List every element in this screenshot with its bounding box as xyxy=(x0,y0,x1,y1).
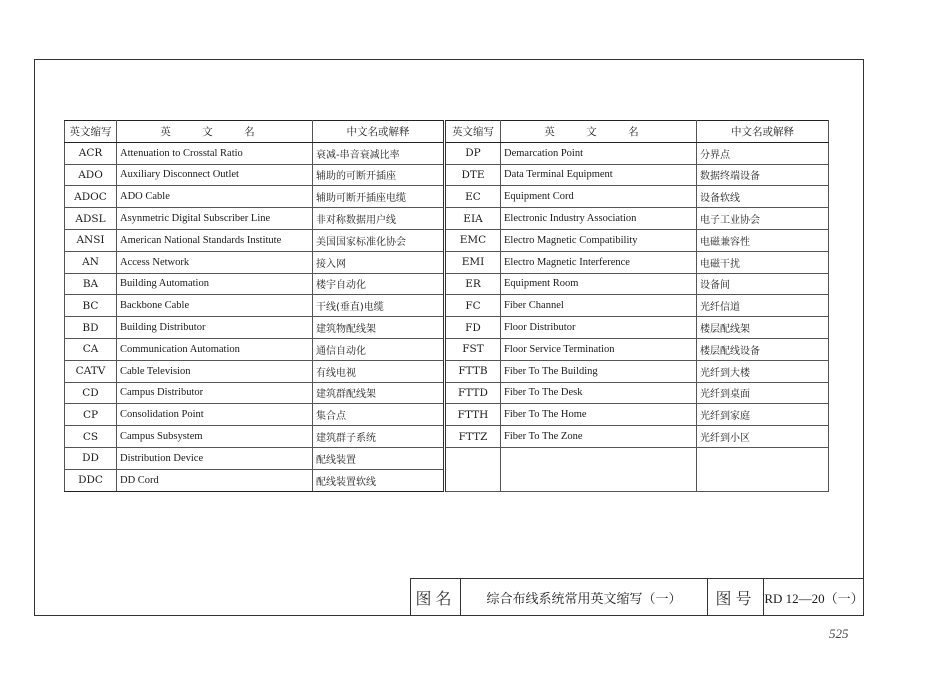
table-row xyxy=(65,208,829,230)
english-name-cell: American National Standards Institute xyxy=(117,229,313,251)
table-row xyxy=(65,382,829,404)
abbr-cell: DDC xyxy=(65,469,117,491)
abbr-cell: FC xyxy=(445,295,501,317)
drawing-name-label: 图名 xyxy=(411,579,461,616)
english-name-cell: Equipment Cord xyxy=(501,186,697,208)
chinese-name-cell: 非对称数据用户线 xyxy=(313,208,445,230)
drawing-number-label: 图号 xyxy=(708,579,764,616)
abbr-cell: CA xyxy=(65,338,117,360)
chinese-name-cell: 光纤到桌面 xyxy=(697,382,829,404)
table-row xyxy=(65,295,829,317)
english-name-cell: Fiber To The Building xyxy=(501,360,697,382)
chinese-name-cell: 楼层配线架 xyxy=(697,317,829,339)
chinese-name-cell: 接入网 xyxy=(313,251,445,273)
table-row xyxy=(65,338,829,360)
abbr-cell: CATV xyxy=(65,360,117,382)
chinese-name-cell: 分界点 xyxy=(697,142,829,164)
abbr-cell: ADOC xyxy=(65,186,117,208)
abbr-cell: BC xyxy=(65,295,117,317)
abbr-cell: DTE xyxy=(445,164,501,186)
english-name-cell: DD Cord xyxy=(117,469,313,491)
abbr-cell: CD xyxy=(65,382,117,404)
abbr-cell: AN xyxy=(65,251,117,273)
chinese-name-cell: 通信自动化 xyxy=(313,338,445,360)
abbr-cell: ER xyxy=(445,273,501,295)
abbr-cell: BD xyxy=(65,317,117,339)
chinese-name-cell: 辅助可断开插座电缆 xyxy=(313,186,445,208)
chinese-name-cell: 电磁兼容性 xyxy=(697,229,829,251)
abbr-cell: FST xyxy=(445,338,501,360)
table-row xyxy=(65,142,829,164)
english-name-cell: Fiber To The Zone xyxy=(501,426,697,448)
chinese-name-cell: 建筑群子系统 xyxy=(313,426,445,448)
header-chinese-left: 中文名或解释 xyxy=(313,121,445,143)
english-name-cell: ADO Cable xyxy=(117,186,313,208)
english-name-cell: Consolidation Point xyxy=(117,404,313,426)
chinese-name-cell: 光纤信道 xyxy=(697,295,829,317)
chinese-name-cell: 光纤到大楼 xyxy=(697,360,829,382)
english-name-cell: Floor Service Termination xyxy=(501,338,697,360)
abbr-cell: ADO xyxy=(65,164,117,186)
chinese-name-cell: 光纤到家庭 xyxy=(697,404,829,426)
abbr-cell: FTTD xyxy=(445,382,501,404)
chinese-name-cell: 电磁干扰 xyxy=(697,251,829,273)
english-name-cell: Fiber Channel xyxy=(501,295,697,317)
english-name-cell: Building Distributor xyxy=(117,317,313,339)
english-name-cell: Communication Automation xyxy=(117,338,313,360)
english-name-cell: Building Automation xyxy=(117,273,313,295)
header-english-left: 英 文 名 xyxy=(117,121,313,143)
table-row xyxy=(65,447,829,469)
english-name-cell: Distribution Device xyxy=(117,447,313,469)
english-name-cell: Electronic Industry Association xyxy=(501,208,697,230)
table-row xyxy=(65,317,829,339)
chinese-name-cell: 集合点 xyxy=(313,404,445,426)
chinese-name-cell: 美国国家标准化协会 xyxy=(313,229,445,251)
abbr-cell: FTTB xyxy=(445,360,501,382)
english-name-cell: Campus Distributor xyxy=(117,382,313,404)
table-row xyxy=(65,186,829,208)
table-row xyxy=(65,360,829,382)
english-name-cell: Attenuation to Crosstal Ratio xyxy=(117,142,313,164)
chinese-name-cell: 电子工业协会 xyxy=(697,208,829,230)
header-english-right: 英 文 名 xyxy=(501,121,697,143)
abbr-cell: CS xyxy=(65,426,117,448)
chinese-name-cell: 楼宇自动化 xyxy=(313,273,445,295)
chinese-name-cell: 衰减-串音衰减比率 xyxy=(313,142,445,164)
english-name-cell: Data Terminal Equipment xyxy=(501,164,697,186)
drawing-name: 综合布线系统常用英文缩写（一） xyxy=(461,579,708,616)
abbreviation-table xyxy=(64,120,829,492)
abbr-cell: EC xyxy=(445,186,501,208)
chinese-name-cell: 光纤到小区 xyxy=(697,426,829,448)
abbr-cell: FTTZ xyxy=(445,426,501,448)
abbr-cell: ACR xyxy=(65,142,117,164)
table-row xyxy=(65,404,829,426)
table-row xyxy=(65,251,829,273)
table-row xyxy=(65,164,829,186)
chinese-name-cell: 有线电视 xyxy=(313,360,445,382)
table-row xyxy=(65,273,829,295)
english-name-cell: Asynmetric Digital Subscriber Line xyxy=(117,208,313,230)
abbr-cell: BA xyxy=(65,273,117,295)
table-row xyxy=(65,426,829,448)
chinese-name-cell: 数据终端设备 xyxy=(697,164,829,186)
table-row xyxy=(65,229,829,251)
english-name-cell: Floor Distributor xyxy=(501,317,697,339)
empty-cell xyxy=(501,447,697,491)
header-abbr-right: 英文缩写 xyxy=(445,121,501,143)
chinese-name-cell: 干线(垂直)电缆 xyxy=(313,295,445,317)
english-name-cell: Campus Subsystem xyxy=(117,426,313,448)
english-name-cell: Fiber To The Home xyxy=(501,404,697,426)
abbr-cell: DP xyxy=(445,142,501,164)
chinese-name-cell: 设备软线 xyxy=(697,186,829,208)
english-name-cell: Equipment Room xyxy=(501,273,697,295)
chinese-name-cell: 建筑物配线架 xyxy=(313,317,445,339)
chinese-name-cell: 辅助的可断开插座 xyxy=(313,164,445,186)
abbr-cell: EMC xyxy=(445,229,501,251)
english-name-cell: Demarcation Point xyxy=(501,142,697,164)
title-block xyxy=(410,578,864,616)
chinese-name-cell: 楼层配线设备 xyxy=(697,338,829,360)
chinese-name-cell: 配线装置 xyxy=(313,447,445,469)
abbr-cell: CP xyxy=(65,404,117,426)
english-name-cell: Access Network xyxy=(117,251,313,273)
table-header-row xyxy=(65,121,829,143)
header-abbr-left: 英文缩写 xyxy=(65,121,117,143)
abbr-cell: ANSI xyxy=(65,229,117,251)
empty-cell xyxy=(445,447,501,491)
drawing-number: RD 12—20（一） xyxy=(764,591,864,606)
abbr-cell: FTTH xyxy=(445,404,501,426)
abbr-cell: ADSL xyxy=(65,208,117,230)
chinese-name-cell: 建筑群配线架 xyxy=(313,382,445,404)
chinese-name-cell: 设备间 xyxy=(697,273,829,295)
abbr-cell: FD xyxy=(445,317,501,339)
abbr-cell: DD xyxy=(65,447,117,469)
english-name-cell: Cable Television xyxy=(117,360,313,382)
english-name-cell: Electro Magnetic Compatibility xyxy=(501,229,697,251)
page-number: 525 xyxy=(829,626,849,641)
abbr-cell: EMI xyxy=(445,251,501,273)
english-name-cell: Backbone Cable xyxy=(117,295,313,317)
english-name-cell: Fiber To The Desk xyxy=(501,382,697,404)
header-chinese-right: 中文名或解释 xyxy=(697,121,829,143)
abbr-cell: EIA xyxy=(445,208,501,230)
english-name-cell: Auxiliary Disconnect Outlet xyxy=(117,164,313,186)
chinese-name-cell: 配线装置软线 xyxy=(313,469,445,491)
english-name-cell: Electro Magnetic Interference xyxy=(501,251,697,273)
empty-cell xyxy=(697,447,829,491)
